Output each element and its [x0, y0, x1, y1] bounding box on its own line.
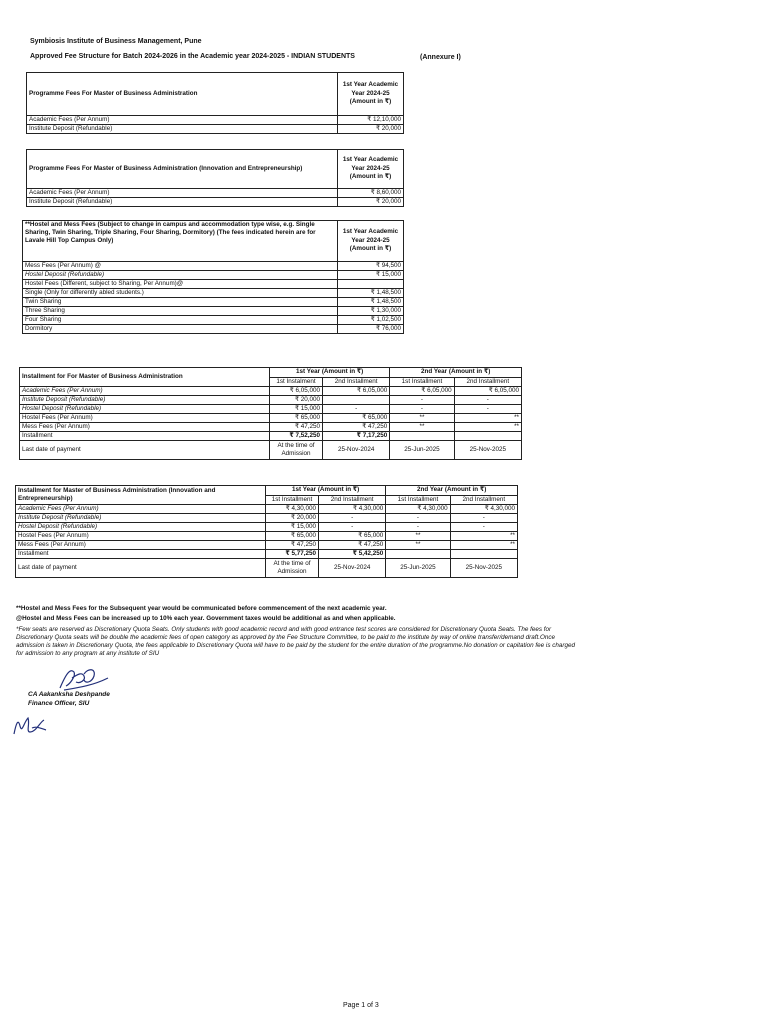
t5-sub-header: 2nd Installment [319, 495, 386, 504]
t4-row-label: Institute Deposit (Refundable) [20, 395, 270, 404]
t4-sub-header: 2nd Installment [323, 377, 390, 386]
t5-cell: - [319, 522, 386, 531]
t5-cell: ₹ 47,250 [266, 540, 319, 549]
mba-ie-installment-table [15, 485, 518, 578]
t5-cell: ₹ 65,000 [319, 531, 386, 540]
t4-cell [390, 431, 454, 440]
t4-row-label: Installment [20, 431, 270, 440]
note-hostel-subsequent-year: **Hostel and Mess Fees for the Subsequent year would be communicated before commencement of the next academic year. [16, 605, 387, 612]
t5-cell [386, 549, 450, 558]
t5-cell: ₹ 20,000 [266, 513, 319, 522]
t2-row-value: ₹ 20,000 [338, 198, 404, 207]
signatory-name: CA Aakanksha Deshpande [28, 691, 110, 698]
signatory-block [28, 690, 110, 708]
t3-row-value: ₹ 1,30,000 [338, 307, 404, 316]
t4-cell: - [390, 404, 454, 413]
t3-row-value: ₹ 1,48,500 [338, 289, 404, 298]
t5-cell: ₹ 5,42,250 [319, 549, 386, 558]
t4-cell: At the time of Admission [270, 440, 323, 459]
t4-cell: ** [390, 413, 454, 422]
t2-row-label: Academic Fees (Per Annum) [27, 189, 338, 198]
t4-cell: ₹ 6,05,000 [270, 386, 323, 395]
t3-row-label: Twin Sharing [23, 298, 338, 307]
hostel-mess-fees-table [22, 220, 404, 334]
t4-cell: ₹ 47,250 [323, 422, 390, 431]
t3-row-value [338, 280, 404, 289]
t5-year1-header: 1st Year (Amount in ₹) [266, 486, 386, 496]
t2-title: Programme Fees For Master of Business Administration (Innovation and Entrepreneurship) [27, 150, 338, 189]
t5-cell: 25-Nov-2025 [450, 558, 517, 577]
t4-cell: ** [454, 422, 521, 431]
t3-title: **Hostel and Mess Fees (Subject to change in campus and accommodation type wise, e.g. Single Sharing, Twin Sharing, Triple Sharing, Four Sharing, Dormitory) (The fees indicated herein are for Lavale Hill Top Campus Only) [23, 221, 338, 262]
t4-cell: 25-Nov-2025 [454, 440, 521, 459]
t5-cell: ₹ 65,000 [266, 531, 319, 540]
t5-cell: ₹ 4,30,000 [319, 504, 386, 513]
t5-row-label: Academic Fees (Per Annum) [16, 504, 266, 513]
t5-cell: - [450, 522, 517, 531]
t4-cell: - [323, 404, 390, 413]
t4-cell: ₹ 15,000 [270, 404, 323, 413]
t1-row-label: Institute Deposit (Refundable) [27, 125, 338, 134]
t5-row-label: Hostel Fees (Per Annum) [16, 531, 266, 540]
t5-cell: At the time of Admission [266, 558, 319, 577]
t4-cell: - [390, 395, 454, 404]
t5-cell: ₹ 47,250 [319, 540, 386, 549]
note-fee-increase: @Hostel and Mess Fees can be increased up to 10% each year. Government taxes would be additional as and when applicable. [16, 615, 396, 622]
t4-cell: ₹ 7,17,250 [323, 431, 390, 440]
notes [16, 605, 576, 658]
t3-row-label: Hostel Deposit (Refundable) [23, 271, 338, 280]
t4-cell: ** [390, 422, 454, 431]
t3-row-value: ₹ 76,000 [338, 325, 404, 334]
t4-cell: ₹ 6,05,000 [323, 386, 390, 395]
t4-cell: 25-Jun-2025 [390, 440, 454, 459]
t5-cell: - [386, 522, 450, 531]
t4-row-label: Hostel Deposit (Refundable) [20, 404, 270, 413]
t4-cell [323, 395, 390, 404]
t4-sub-header: 1st Instalment [270, 377, 323, 386]
document-title: Approved Fee Structure for Batch 2024-2026 in the Academic year 2024-2025 - INDIAN STUDENTS [30, 53, 355, 60]
t5-cell: ₹ 4,30,000 [266, 504, 319, 513]
t4-cell: ₹ 6,05,000 [390, 386, 454, 395]
mba-ie-programme-fees-table [26, 149, 404, 207]
t5-cell: ** [386, 531, 450, 540]
t5-cell: ₹ 4,30,000 [386, 504, 450, 513]
t4-title: Installment for For Master of Business Administration [20, 368, 270, 387]
t3-row-label: Three Sharing [23, 307, 338, 316]
t1-row-label: Academic Fees (Per Annum) [27, 116, 338, 125]
mba-installment-table [19, 367, 522, 460]
t3-row-value: ₹ 1,48,500 [338, 298, 404, 307]
t5-sub-header: 2nd Installment [450, 495, 517, 504]
t5-cell: ₹ 5,77,250 [266, 549, 319, 558]
t3-row-label: Four Sharing [23, 316, 338, 325]
t5-sub-header: 1st Installment [266, 495, 319, 504]
t4-sub-header: 1st Installment [390, 377, 454, 386]
t5-cell [450, 549, 517, 558]
t4-cell: ₹ 6,05,000 [454, 386, 521, 395]
t1-row-value: ₹ 20,000 [338, 125, 404, 134]
t1-row-value: ₹ 12,10,000 [338, 116, 404, 125]
t4-year2-header: 2nd Year (Amount in ₹) [390, 368, 522, 378]
t4-row-label: Hostel Fees (Per Annum) [20, 413, 270, 422]
t5-row-label: Hostel Deposit (Refundable) [16, 522, 266, 531]
t3-row-label: Mess Fees (Per Annum) @ [23, 262, 338, 271]
t1-col-header: 1st Year Academic Year 2024-25 (Amount in ₹) [338, 73, 404, 116]
t5-row-label: Installment [16, 549, 266, 558]
t4-cell: ₹ 7,52,250 [270, 431, 323, 440]
t1-title: Programme Fees For Master of Business Administration [27, 73, 338, 116]
initials-mark [10, 712, 50, 740]
t3-col-header: 1st Year Academic Year 2024-25 (Amount in ₹) [338, 221, 404, 262]
t4-cell: ₹ 65,000 [323, 413, 390, 422]
institute-name: Symbiosis Institute of Business Management, Pune [30, 38, 202, 45]
t5-title: Installment for Master of Business Administration (Innovation and Entrepreneurship) [16, 486, 266, 505]
t3-row-value: ₹ 1,02,500 [338, 316, 404, 325]
t5-cell: 25-Nov-2024 [319, 558, 386, 577]
t2-col-header: 1st Year Academic Year 2024-25 (Amount in ₹) [338, 150, 404, 189]
t4-cell: - [454, 395, 521, 404]
t4-sub-header: 2nd Installment [454, 377, 521, 386]
note-discretionary-quota: *Few seats are reserved as Discretionary Quota Seats. Only students with good academic record and with good entrance test scores are considered for Discretionary Quota Seats. The fees for Discretionary Quota seats will be double the academic fees of open category as approved by the Fee Structure Committee, to be paid to the institute by way of online transfer/demand draft.Once admission is taken in Discretionary Quota, the fees applicable to Discretionary Quota will have to be paid by the student for the entire duration of the programme.No donation or capitation fee is charged for admission to any program at any institute of SIU [16, 626, 575, 657]
t5-cell: - [386, 513, 450, 522]
t4-row-label: Mess Fees (Per Annum) [20, 422, 270, 431]
annexure-label: (Annexure I) [420, 54, 461, 61]
t5-row-label: Institute Deposit (Refundable) [16, 513, 266, 522]
t4-cell: ₹ 65,000 [270, 413, 323, 422]
t3-row-label: Hostel Fees (Different, subject to Sharing, Per Annum)@ [23, 280, 338, 289]
t4-year1-header: 1st Year (Amount in ₹) [270, 368, 390, 378]
t5-cell: ₹ 15,000 [266, 522, 319, 531]
page-number: Page 1 of 3 [343, 1002, 379, 1009]
t3-row-value: ₹ 15,000 [338, 271, 404, 280]
t4-cell: ** [454, 413, 521, 422]
t5-sub-header: 1st Installment [386, 495, 450, 504]
t5-cell: ** [450, 531, 517, 540]
t4-cell: 25-Nov-2024 [323, 440, 390, 459]
t5-cell: ** [450, 540, 517, 549]
t5-cell: - [319, 513, 386, 522]
t4-row-label: Last date of payment [20, 440, 270, 459]
t3-row-value: ₹ 94,500 [338, 262, 404, 271]
t5-row-label: Mess Fees (Per Annum) [16, 540, 266, 549]
t4-cell: ₹ 20,000 [270, 395, 323, 404]
t5-cell: ** [386, 540, 450, 549]
t5-cell: ₹ 4,30,000 [450, 504, 517, 513]
mba-programme-fees-table [26, 72, 404, 134]
signatory-designation: Finance Officer, SIU [28, 700, 90, 707]
t5-cell: 25-Jun-2025 [386, 558, 450, 577]
t2-row-label: Institute Deposit (Refundable) [27, 198, 338, 207]
t2-row-value: ₹ 8,60,000 [338, 189, 404, 198]
t5-year2-header: 2nd Year (Amount in ₹) [386, 486, 518, 496]
t5-cell: - [450, 513, 517, 522]
t3-row-label: Single (Only for differently abled students.) [23, 289, 338, 298]
t4-cell: ₹ 47,250 [270, 422, 323, 431]
t3-row-label: Dormitory [23, 325, 338, 334]
t4-cell [454, 431, 521, 440]
t5-row-label: Last date of payment [16, 558, 266, 577]
t4-row-label: Academic Fees (Per Annum) [20, 386, 270, 395]
t4-cell: - [454, 404, 521, 413]
